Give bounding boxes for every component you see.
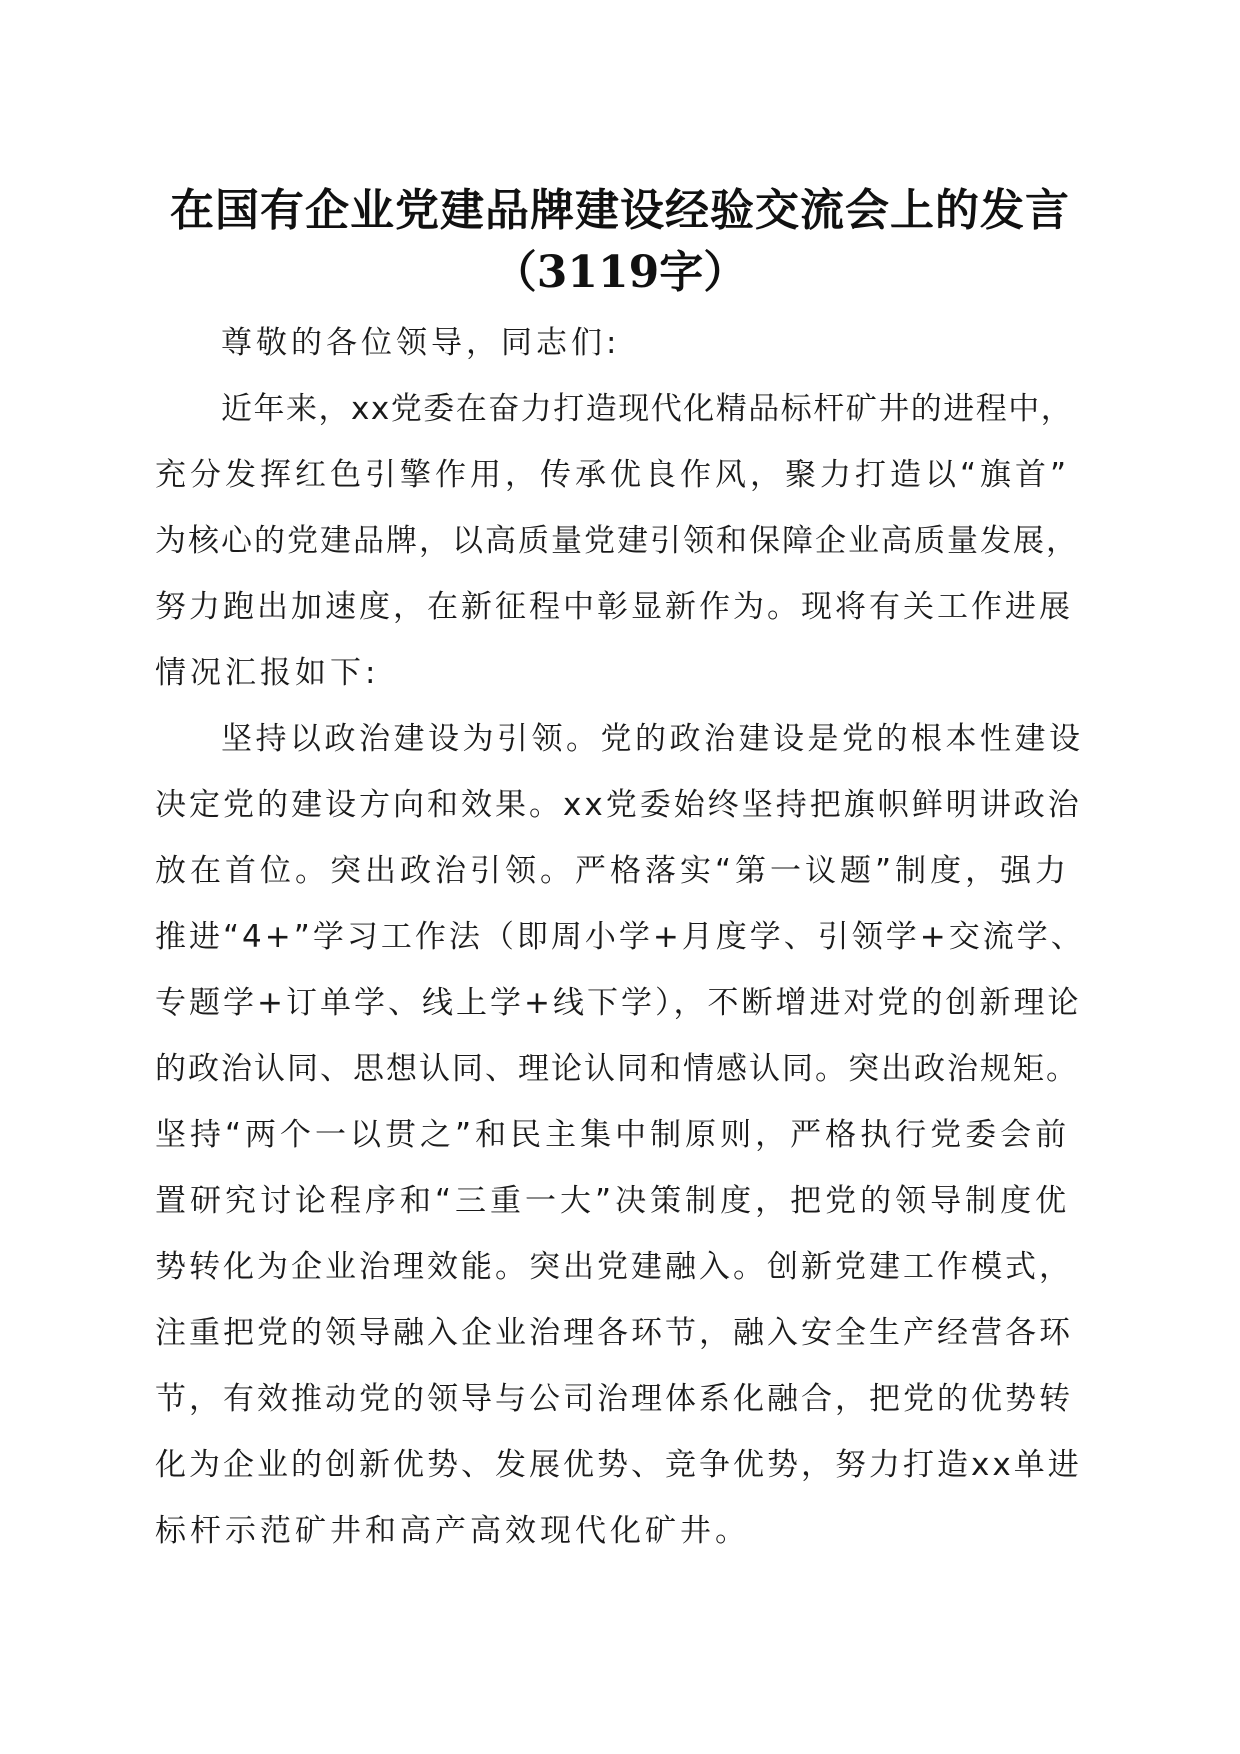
text-line: 努力跑出加速度，在新征程中彰显新作为。现将有关工作进展 <box>155 589 1073 625</box>
title-block <box>0 180 1240 304</box>
text-line: 近年来，xx党委在奋力打造现代化精品标杆矿井的进程中， <box>221 391 1074 427</box>
text-line: 放在首位。突出政治引领。严格落实“第一议题”制度，强力 <box>155 853 1071 889</box>
text-line: 化为企业的创新优势、发展优势、竞争优势，努力打造xx单进 <box>155 1447 1082 1483</box>
text-line: 注重把党的领导融入企业治理各环节，融入安全生产经营各环 <box>155 1315 1073 1351</box>
text-line: 为核心的党建品牌，以高质量党建引领和保障企业高质量发展， <box>155 523 1079 559</box>
document-body <box>155 310 1085 1564</box>
text-line: 尊敬的各位领导，同志们: <box>221 325 621 361</box>
text-line: 置研究讨论程序和“三重一大”决策制度，把党的领导制度优 <box>155 1183 1071 1219</box>
text-line: 充分发挥红色引擎作用，传承优良作风，聚力打造以“旗首” <box>155 457 1071 493</box>
document-word-count: （3119字） <box>492 247 748 298</box>
text-line: 势转化为企业治理效能。突出党建融入。创新党建工作模式， <box>155 1249 1073 1285</box>
text-line: 决定党的建设方向和效果。xx党委始终坚持把旗帜鲜明讲政治 <box>155 787 1082 823</box>
text-line: 坚持以政治建设为引领。党的政治建设是党的根本性建设 <box>221 721 1084 757</box>
text-line: 节，有效推动党的领导与公司治理体系化融合，把党的优势转 <box>155 1381 1073 1417</box>
text-line: 的政治认同、思想认同、理论认同和情感认同。突出政治规矩。 <box>155 1051 1079 1087</box>
text-line: 标杆示范矿井和高产高效现代化矿井。 <box>155 1513 750 1549</box>
text-line: 坚持“两个一以贯之”和民主集中制原则，严格执行党委会前 <box>155 1117 1071 1153</box>
text-line: 情况汇报如下: <box>155 655 380 691</box>
text-line: 专题学+订单学、线上学+线下学），不断增进对党的创新理论 <box>155 985 1082 1021</box>
text-line: 推进“4+”学习工作法（即周小学+月度学、引领学+交流学、 <box>155 919 1085 955</box>
document-title: 在国有企业党建品牌建设经验交流会上的发言 <box>170 185 1070 236</box>
